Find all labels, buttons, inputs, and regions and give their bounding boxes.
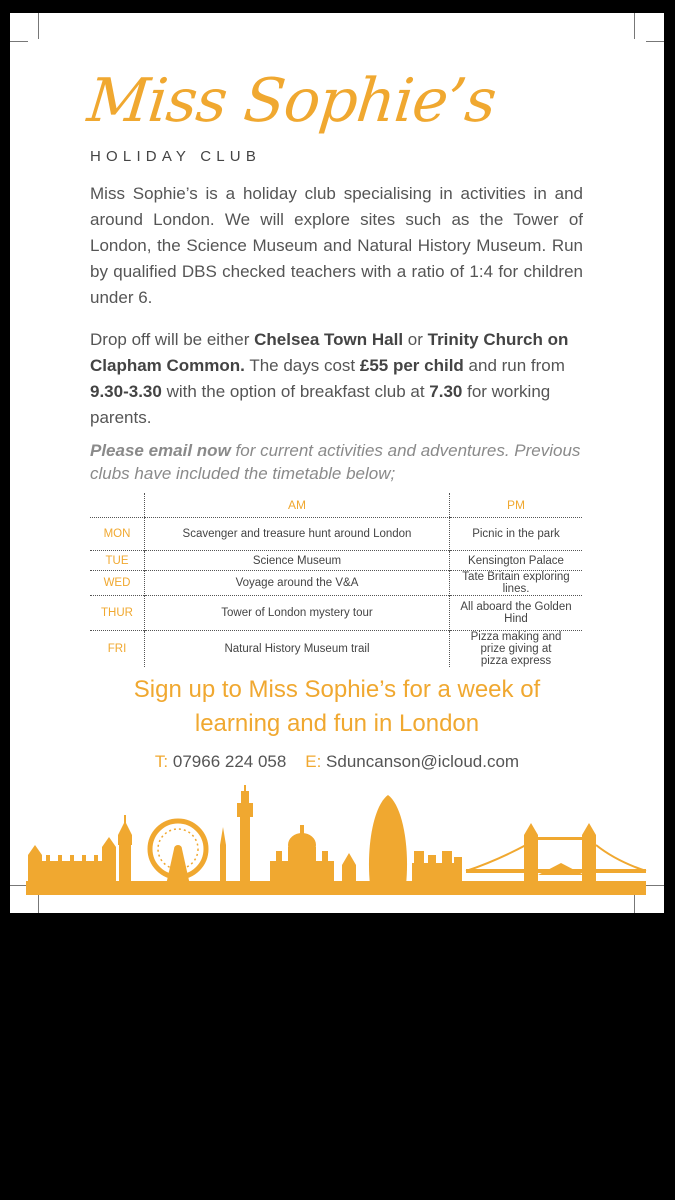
day-header (90, 493, 145, 518)
email-prompt: Please email now for current activities and adventures. Previous clubs have included the timetable below; (90, 441, 581, 483)
am-cell: Tower of London mystery tour (145, 596, 450, 631)
crop-mark (38, 13, 39, 39)
crop-mark (10, 41, 28, 42)
am-cell: Natural History Museum trail (145, 631, 450, 668)
logo-subtitle: HOLIDAY CLUB (90, 148, 262, 165)
table-row (90, 631, 582, 668)
table-row (90, 596, 582, 631)
day-cell: THUR (90, 596, 145, 631)
table-row (90, 551, 582, 571)
am-cell: Science Museum (145, 551, 450, 571)
day-cell: WED (90, 571, 145, 596)
crop-mark (646, 885, 664, 886)
price: £55 per child (359, 356, 464, 375)
am-cell: Voyage around the V&A (145, 571, 450, 596)
dropoff-paragraph: Drop off will be either Chelsea Town Hall or Trinity Church on Clapham Common. The days cost £55 per child and run from 9.30-3.30 with the option of breakfast club at 7.30 for working parents. (90, 330, 569, 427)
pm-cell: Tate Britain exploring lines. (450, 571, 583, 596)
pm-cell: Pizza making and prize giving at pizza express (450, 631, 583, 668)
am-cell: Scavenger and treasure hunt around London (145, 518, 450, 551)
london-skyline-icon (26, 785, 648, 897)
phone-number[interactable]: 07966 224 058 (172, 752, 287, 771)
pm-header: PM (450, 493, 583, 518)
timetable (90, 493, 582, 667)
am-header: AM (145, 493, 450, 518)
table-row (90, 518, 582, 551)
signup-line-2: learning and fun in London (194, 710, 480, 737)
crop-mark (646, 41, 664, 42)
phone-label: T: (154, 752, 169, 771)
email-address[interactable]: Sduncanson@icloud.com (326, 752, 520, 771)
pm-cell: Kensington Palace (450, 551, 583, 571)
day-cell: TUE (90, 551, 145, 571)
hours: 9.30-3.30 (90, 382, 162, 401)
dropoff-location-1: Chelsea Town Hall (254, 330, 404, 349)
email-label: E: (305, 752, 322, 771)
pm-cell: All aboard the Golden Hind (450, 596, 583, 631)
day-cell: FRI (90, 631, 145, 668)
table-row (90, 571, 582, 596)
crop-mark (634, 13, 635, 39)
intro-paragraph: Miss Sophie’s is a holiday club specialising in activities in and around London. We will explore sites such as the Tower of London, the Science Museum and Natural History Museum. Run by qualified DBS checked teachers with a ratio of 1:4 for children under 6. (90, 184, 583, 307)
logo-script: Miss Sophie’s (84, 66, 499, 136)
day-cell: MON (90, 518, 145, 551)
dropoff-location-2: Trinity Church on Clapham Common. (90, 330, 569, 375)
pm-cell: Picnic in the park (450, 518, 583, 551)
signup-headline (10, 673, 664, 741)
signup-line-1: Sign up to Miss Sophie’s for a week of (133, 676, 541, 703)
timetable-header (90, 493, 582, 518)
contact-line (10, 752, 664, 772)
breakfast-time: 7.30 (429, 382, 463, 401)
flyer-page (10, 13, 664, 913)
